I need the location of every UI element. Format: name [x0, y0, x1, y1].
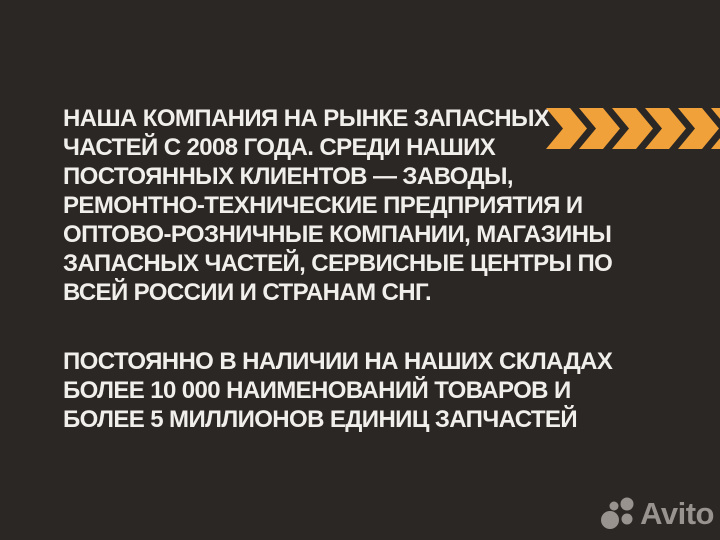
ad-text-line: ОПТОВО-РОЗНИЧНЫЕ КОМПАНИИ, МАГАЗИНЫ: [63, 221, 612, 248]
ad-text-line: ПОСТОЯННО В НАЛИЧИИ НА НАШИХ СКЛАДАХ: [63, 348, 613, 375]
ad-text-line: ВСЕЙ РОССИИ И СТРАНАМ СНГ.: [63, 279, 432, 306]
ad-text-line: ЧАСТЕЙ С 2008 ГОДА. СРЕДИ НАШИХ: [63, 134, 496, 161]
ad-text-line: БОЛЕЕ 10 000 НАИМЕНОВАНИЙ ТОВАРОВ И: [63, 377, 571, 404]
ad-text-line: ПОСТОЯННЫХ КЛИЕНТОВ — ЗАВОДЫ,: [63, 163, 513, 190]
chevrons-right-icon: [545, 108, 720, 149]
ad-text-line: НАША КОМПАНИЯ НА РЫНКЕ ЗАПАСНЫХ: [63, 105, 550, 132]
avito-logo-icon: [600, 495, 636, 531]
ad-text-line: РЕМОНТНО-ТЕХНИЧЕСКИЕ ПРЕДПРИЯТИЯ И: [63, 192, 583, 219]
ad-copy: [63, 104, 612, 434]
ad-text-line: БОЛЕЕ 5 МИЛЛИОНОВ ЕДИНИЦ ЗАПЧАСТЕЙ: [63, 406, 577, 433]
stock-paragraph: [63, 347, 612, 434]
intro-paragraph: [63, 104, 612, 307]
ad-text-line: ЗАПАСНЫХ ЧАСТЕЙ, СЕРВИСНЫЕ ЦЕНТРЫ ПО: [63, 250, 613, 277]
avito-logo: [600, 495, 714, 531]
paragraph-spacer: [63, 307, 612, 347]
avito-logo-text: Avito: [640, 495, 714, 531]
